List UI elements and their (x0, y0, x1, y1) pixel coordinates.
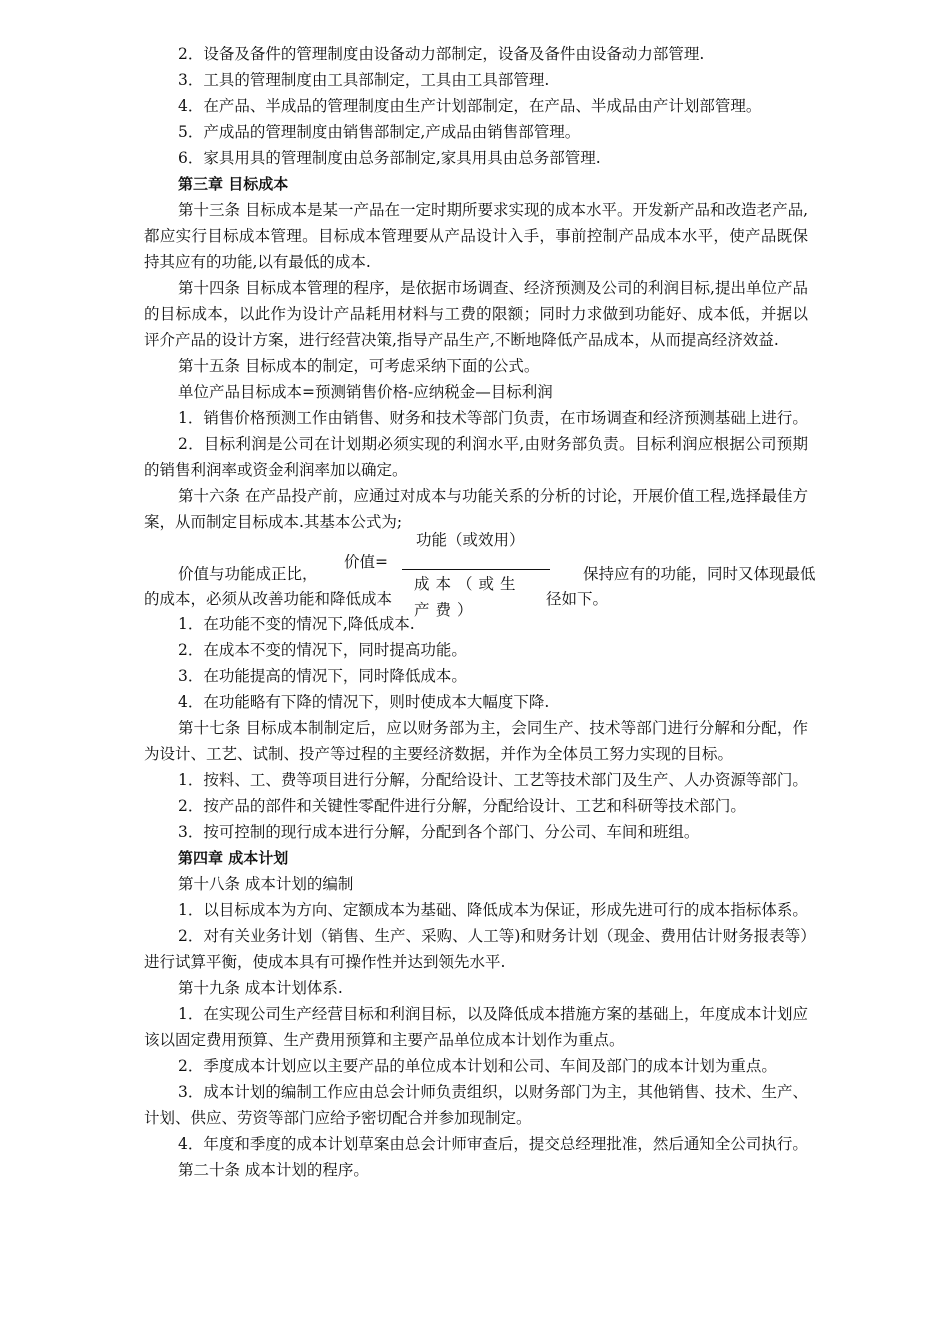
paragraph: 2．目标利润是公司在计划期必须实现的利润水平,由财务部负责。目标利润应根据公司预期的销售利润率或资金利润率加以确定。 (144, 435, 808, 479)
chapter-heading: 第四章 成本计划 (178, 849, 289, 867)
paragraphs-top (144, 41, 808, 535)
paragraph: 3．工具的管理制度由工具部制定，工具由工具部管理. (178, 71, 550, 89)
document-body (144, 41, 816, 1183)
formula-line-1-after: 保持应有的功能，同时又体现最低 (583, 565, 816, 583)
paragraph: 2．按产品的部件和关键性零配件进行分解，分配给设计、工艺和科研等技术部门。 (178, 797, 746, 815)
formula-line-2-after: 径如下。 (546, 590, 609, 608)
paragraph: 第十八条 成本计划的编制 (178, 875, 354, 893)
paragraph: 第十六条 在产品投产前，应通过对成本与功能关系的分析的讨论，开展价值工程,选择最佳方案，从而制定目标成本.其基本公式为; (144, 487, 808, 531)
paragraph: 第十五条 目标成本的制定，可考虑采纳下面的公式。 (178, 357, 540, 375)
paragraph: 1．在功能不变的情况下,降低成本. (178, 615, 415, 633)
paragraph: 5．产成品的管理制度由销售部制定,产成品由销售部管理。 (178, 123, 581, 141)
chapter-heading: 第三章 目标成本 (178, 175, 289, 193)
paragraph: 2．设备及备件的管理制度由设备动力部制定，设备及备件由设备动力部管理. (178, 45, 705, 63)
paragraph: 2．季度成本计划应以主要产品的单位成本计划和公司、车间及部门的成本计划为重点。 (178, 1057, 777, 1075)
paragraph: 2．在成本不变的情况下，同时提高功能。 (178, 641, 467, 659)
paragraphs-bottom (144, 611, 808, 1183)
paragraph: 第十四条 目标成本管理的程序，是依据市场调查、经济预测及公司的利润目标,提出单位产品的目标成本，以此作为设计产品耗用材料与工费的限额；同时力求做到功能好、成本低，并据以评介产品的设计方案，进行经营决策,指导产品生产,不断地降低产品成本，从而提高经济效益. (144, 279, 808, 349)
paragraph: 2．对有关业务计划（销售、生产、采购、人工等)和财务计划（现金、费用估计财务报表等）进行试算平衡，使成本具有可操作性并达到领先水平. (144, 927, 808, 971)
paragraph: 1．以目标成本为方向、定额成本为基础、降低成本为保证，形成先进可行的成本指标体系。 (178, 901, 808, 919)
paragraph: 4．年度和季度的成本计划草案由总会计师审查后，提交总经理批准，然后通知全公司执行。 (178, 1135, 808, 1153)
paragraph: 1．在实现公司生产经营目标和利润目标，以及降低成本措施方案的基础上，年度成本计划应该以固定费用预算、生产费用预算和主要产品单位成本计划作为重点。 (144, 1005, 808, 1049)
formula-line-1-before: 价值与功能成正比， (178, 565, 318, 583)
formula-label: 价值= (344, 553, 388, 571)
paragraph: 3．按可控制的现行成本进行分解，分配到各个部门、分公司、车间和班组。 (178, 823, 700, 841)
paragraph: 1．按料、工、费等项目进行分解，分配给设计、工艺等技术部门及生产、人办资源等部门。 (178, 771, 808, 789)
value-formula-block (144, 531, 816, 619)
paragraph: 4．在功能略有下降的情况下，则时使成本大幅度下降. (178, 693, 550, 711)
paragraph: 3．在功能提高的情况下，同时降低成本。 (178, 667, 467, 685)
fraction-bar (402, 569, 550, 570)
paragraph: 单位产品目标成本=预测销售价格-应纳税金—目标利润 (178, 383, 553, 401)
formula-denominator: 成本（或生产费） (414, 571, 540, 597)
paragraph: 第十三条 目标成本是某一产品在一定时期所要求实现的成本水平。开发新产品和改造老产品,都应实行目标成本管理。目标成本管理要从产品设计入手，事前控制产品成本水平，使产品既保持其应有的功能,以有最低的成本. (144, 201, 808, 271)
paragraph: 4．在产品、半成品的管理制度由生产计划部制定，在产品、半成品由产计划部管理。 (178, 97, 762, 115)
paragraph: 1．销售价格预测工作由销售、财务和技术等部门负责，在市场调查和经济预测基础上进行。 (178, 409, 808, 427)
formula-line-2-before: 的成本，必须从改善功能和降低成本 (144, 590, 393, 608)
paragraph: 6．家具用具的管理制度由总务部制定,家具用具由总务部管理. (178, 149, 601, 167)
paragraph: 第二十条 成本计划的程序。 (178, 1161, 369, 1179)
paragraph: 3．成本计划的编制工作应由总会计师负责组织，以财务部门为主，其他销售、技术、生产、计划、供应、劳资等部门应给予密切配合并参加现制定。 (144, 1083, 808, 1127)
paragraph: 第十九条 成本计划体系. (178, 979, 343, 997)
paragraph: 第十七条 目标成本制制定后，应以财务部为主，会同生产、技术等部门进行分解和分配，作为设计、工艺、试制、投产等过程的主要经济数据，并作为全体员工努力实现的目标。 (144, 719, 808, 763)
formula-numerator: 功能（或效用） (416, 531, 525, 549)
formula-line-1 (144, 561, 816, 587)
